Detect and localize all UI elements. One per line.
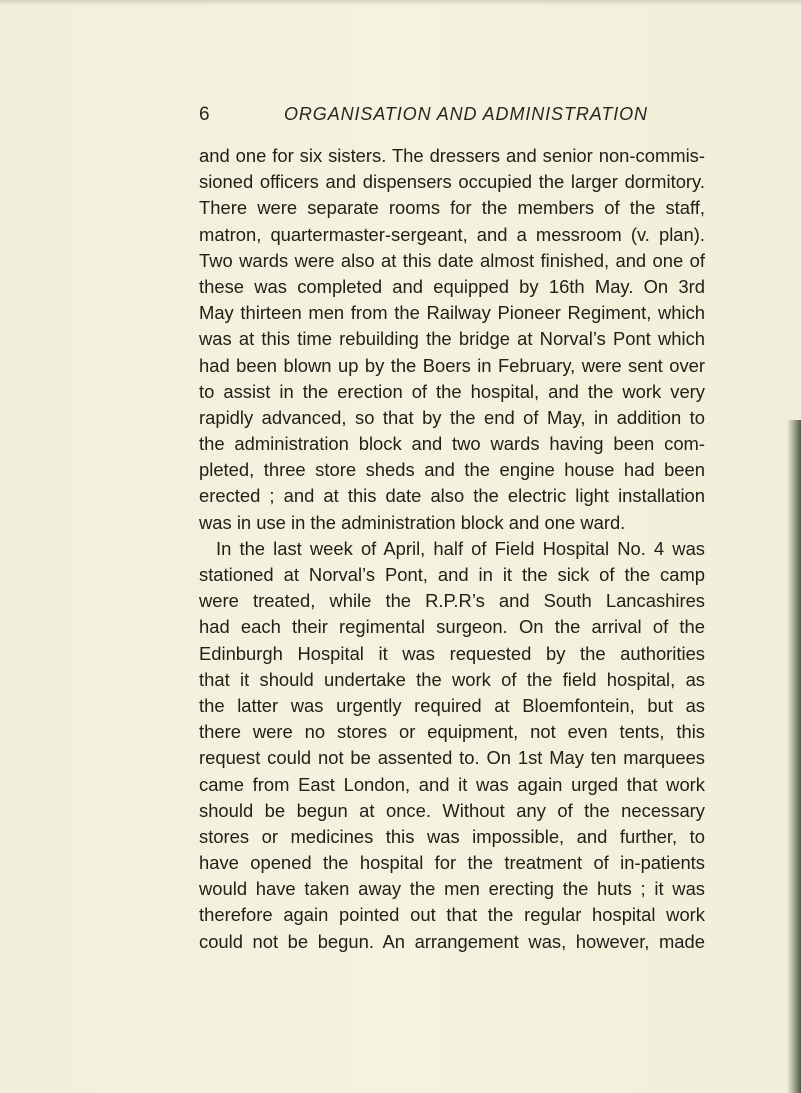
text-line: would have taken away the men erecting the huts ; it was xyxy=(199,878,705,900)
text-line: the administration block and two wards having been com- xyxy=(199,433,705,455)
text-line: pleted, three store sheds and the engine house had been xyxy=(199,459,705,481)
text-line: May thirteen men from the Railway Pioneer Regiment, which xyxy=(199,302,705,324)
text-line: had been blown up by the Boers in February, were sent over xyxy=(199,354,705,376)
text-line: Edinburgh Hospital it was requested by the authorities xyxy=(199,642,705,664)
text-line: Two wards were also at this date almost finished, and one of xyxy=(199,249,705,271)
text-line: had each their regimental surgeon. On the arrival of the xyxy=(199,616,705,638)
page-number: 6 xyxy=(199,104,210,125)
text-line: were treated, while the R.P.R’s and South Lancashires xyxy=(199,590,705,612)
text-line-paragraph-end: was in use in the administration block and one ward. xyxy=(199,511,626,533)
text-line: stores or medicines this was impossible, and further, to xyxy=(199,825,705,847)
page-header xyxy=(0,104,801,134)
body-text xyxy=(199,143,705,955)
text-line: request could not be assented to. On 1st May ten marquees xyxy=(199,747,705,769)
text-line: there were no stores or equipment, not even tents, this xyxy=(199,721,705,743)
text-line: to assist in the erection of the hospital, and the work very xyxy=(199,380,705,402)
text-line: the latter was urgently required at Bloemfontein, but as xyxy=(199,694,705,716)
text-line: was at this time rebuilding the bridge at Norval’s Pont which xyxy=(199,328,705,350)
text-line: should be begun at once. Without any of the necessary xyxy=(199,799,705,821)
text-line: could not be begun. An arrangement was, however, made xyxy=(199,930,705,952)
text-line: rapidly advanced, so that by the end of May, in addition to xyxy=(199,406,705,428)
page-top-edge xyxy=(0,0,801,6)
text-line: There were separate rooms for the members of the staff, xyxy=(199,197,705,219)
text-line: that it should undertake the work of the field hospital, as xyxy=(199,668,705,690)
text-line: came from East London, and it was again urged that work xyxy=(199,773,705,795)
text-line: sioned officers and dispensers occupied the larger dormitory. xyxy=(199,171,705,193)
text-line: therefore again pointed out that the regular hospital work xyxy=(199,904,705,926)
text-line: matron, quartermaster-sergeant, and a messroom (v. plan). xyxy=(199,223,705,245)
text-line: stationed at Norval’s Pont, and in it the sick of the camp xyxy=(199,564,705,585)
text-line: and one for six sisters. The dressers and senior non-commis- xyxy=(199,145,705,166)
text-line: have opened the hospital for the treatment of in-patients xyxy=(199,852,705,874)
page-binding-shadow xyxy=(787,420,801,1093)
text-line: these was completed and equipped by 16th May. On 3rd xyxy=(199,275,705,297)
text-line-paragraph-start: In the last week of April, half of Field Hospital No. 4 was xyxy=(216,537,705,559)
running-title: ORGANISATION AND ADMINISTRATION xyxy=(284,104,648,124)
text-line: erected ; and at this date also the electric light installation xyxy=(199,485,705,507)
